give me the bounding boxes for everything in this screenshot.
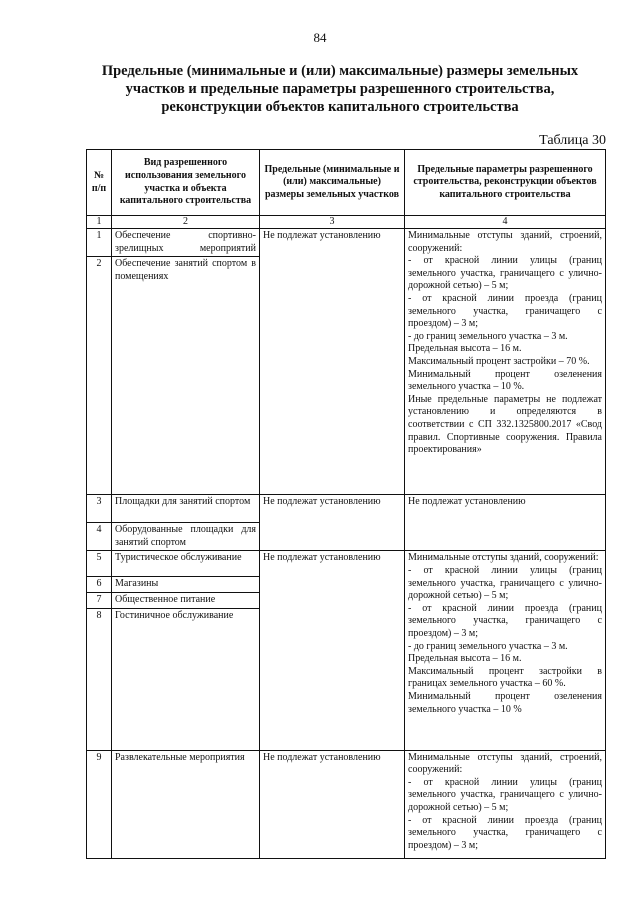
- header-params: Предельные параметры разрешенного строительства, реконструкции объектов капитального строительства: [405, 150, 606, 216]
- row-number: 4: [87, 523, 112, 551]
- use-type-name: Обеспечение спортивно-зрелищных мероприятий: [112, 229, 260, 257]
- column-number: 1: [87, 216, 112, 229]
- table-row: [87, 551, 606, 577]
- land-size-limits: Не подлежат установлению: [260, 750, 405, 858]
- use-type-name: Общественное питание: [112, 592, 260, 608]
- construction-params: Не подлежат установлению: [405, 495, 606, 551]
- use-type-name: Магазины: [112, 577, 260, 593]
- document-title: Предельные (минимальные и (или) максимальные) размеры земельных участков и предельные параметры разрешенного строительства, реконструкции объектов капитального строительства: [101, 63, 579, 115]
- param-line: Предельная высота – 16 м.: [408, 653, 522, 665]
- header-sizes: Предельные (минимальные и (или) максимальные) размеры земельных участков: [260, 150, 405, 216]
- table-row: [87, 229, 606, 257]
- param-line: Максимальный процент застройки в границах земельного участка – 60 %.: [408, 665, 602, 690]
- param-line: - до границ земельного участка – 3 м.: [408, 640, 568, 652]
- column-number-row: [87, 216, 606, 229]
- construction-params: [405, 229, 606, 495]
- land-size-limits: Не подлежат установлению: [260, 551, 405, 750]
- param-line: Максимальный процент застройки – 70 %.: [408, 355, 590, 367]
- param-line: Минимальные отступы зданий, строений, сооружений:: [408, 230, 602, 254]
- row-number: 9: [87, 750, 112, 858]
- land-size-limits: Не подлежат установлению: [260, 229, 405, 495]
- table-row: [87, 495, 606, 523]
- table-caption: Таблица 30: [539, 133, 606, 148]
- column-number: 3: [260, 216, 405, 229]
- row-number: 5: [87, 551, 112, 577]
- row-number: 6: [87, 577, 112, 593]
- use-type-name: Площадки для занятий спортом: [112, 495, 260, 523]
- construction-params: [405, 750, 606, 858]
- param-line: Иные предельные параметры не подлежат установлению и определяются в соответствии с СП 332.1325800.2017 «Свод правил. Спортивные сооружения. Правила проектирования»: [408, 393, 602, 456]
- row-number: 7: [87, 592, 112, 608]
- row-number: 2: [87, 257, 112, 495]
- table-header-row: [87, 150, 606, 216]
- use-type-name: Туристическое обслуживание: [112, 551, 260, 577]
- column-number: 4: [405, 216, 606, 229]
- table-row: [87, 750, 606, 858]
- construction-params: [405, 551, 606, 750]
- header-type: Вид разрешенного использования земельного участка и объекта капитального строительства: [112, 150, 260, 216]
- use-type-name: Гостиничное обслуживание: [112, 608, 260, 750]
- use-type-name: Обеспечение занятий спортом в помещениях: [112, 257, 260, 495]
- row-number: 3: [87, 495, 112, 523]
- param-line: Минимальные отступы зданий, сооружений:: [408, 552, 599, 564]
- param-line: Минимальные отступы зданий, строений, сооружений:: [408, 751, 602, 776]
- use-type-name: Оборудованные площадки для занятий спортом: [112, 523, 260, 551]
- param-line: Минимальный процент озеленения земельного участка – 10 %: [408, 690, 602, 715]
- row-number: 1: [87, 229, 112, 257]
- param-line: - от красной линии улицы (границ земельного участка, граничащего с улично-дорожной сетью) – 5 м;: [408, 564, 602, 602]
- use-type-name: Развлекательные мероприятия: [112, 750, 260, 858]
- row-number: 8: [87, 608, 112, 750]
- page-number: 84: [313, 30, 327, 45]
- parameters-table: [86, 149, 606, 859]
- column-number: 2: [112, 216, 260, 229]
- param-line: - от красной линии проезда (границ земельного участка, граничащего с проездом) – 3 м;: [408, 602, 602, 639]
- land-size-limits: Не подлежат установлению: [260, 495, 405, 551]
- param-line: - от красной линии улицы (границ земельного участка, граничащего с улично-дорожной сетью) – 5 м;: [408, 255, 602, 292]
- param-line: - от красной линии проезда (границ земельного участка, граничащего с проездом) – 3 м;: [408, 292, 602, 330]
- param-line: Минимальный процент озеленения земельного участка – 10 %.: [408, 368, 602, 393]
- param-line: - до границ земельного участка – 3 м.: [408, 330, 568, 342]
- param-line: Предельная высота – 16 м.: [408, 343, 522, 355]
- param-line: - от красной линии проезда (границ земельного участка, граничащего с проездом) – 3 м;: [408, 814, 602, 851]
- header-num: № п/п: [87, 150, 112, 216]
- param-line: - от красной линии улицы (границ земельного участка, граничащего с улично-дорожной сетью) – 5 м;: [408, 776, 602, 813]
